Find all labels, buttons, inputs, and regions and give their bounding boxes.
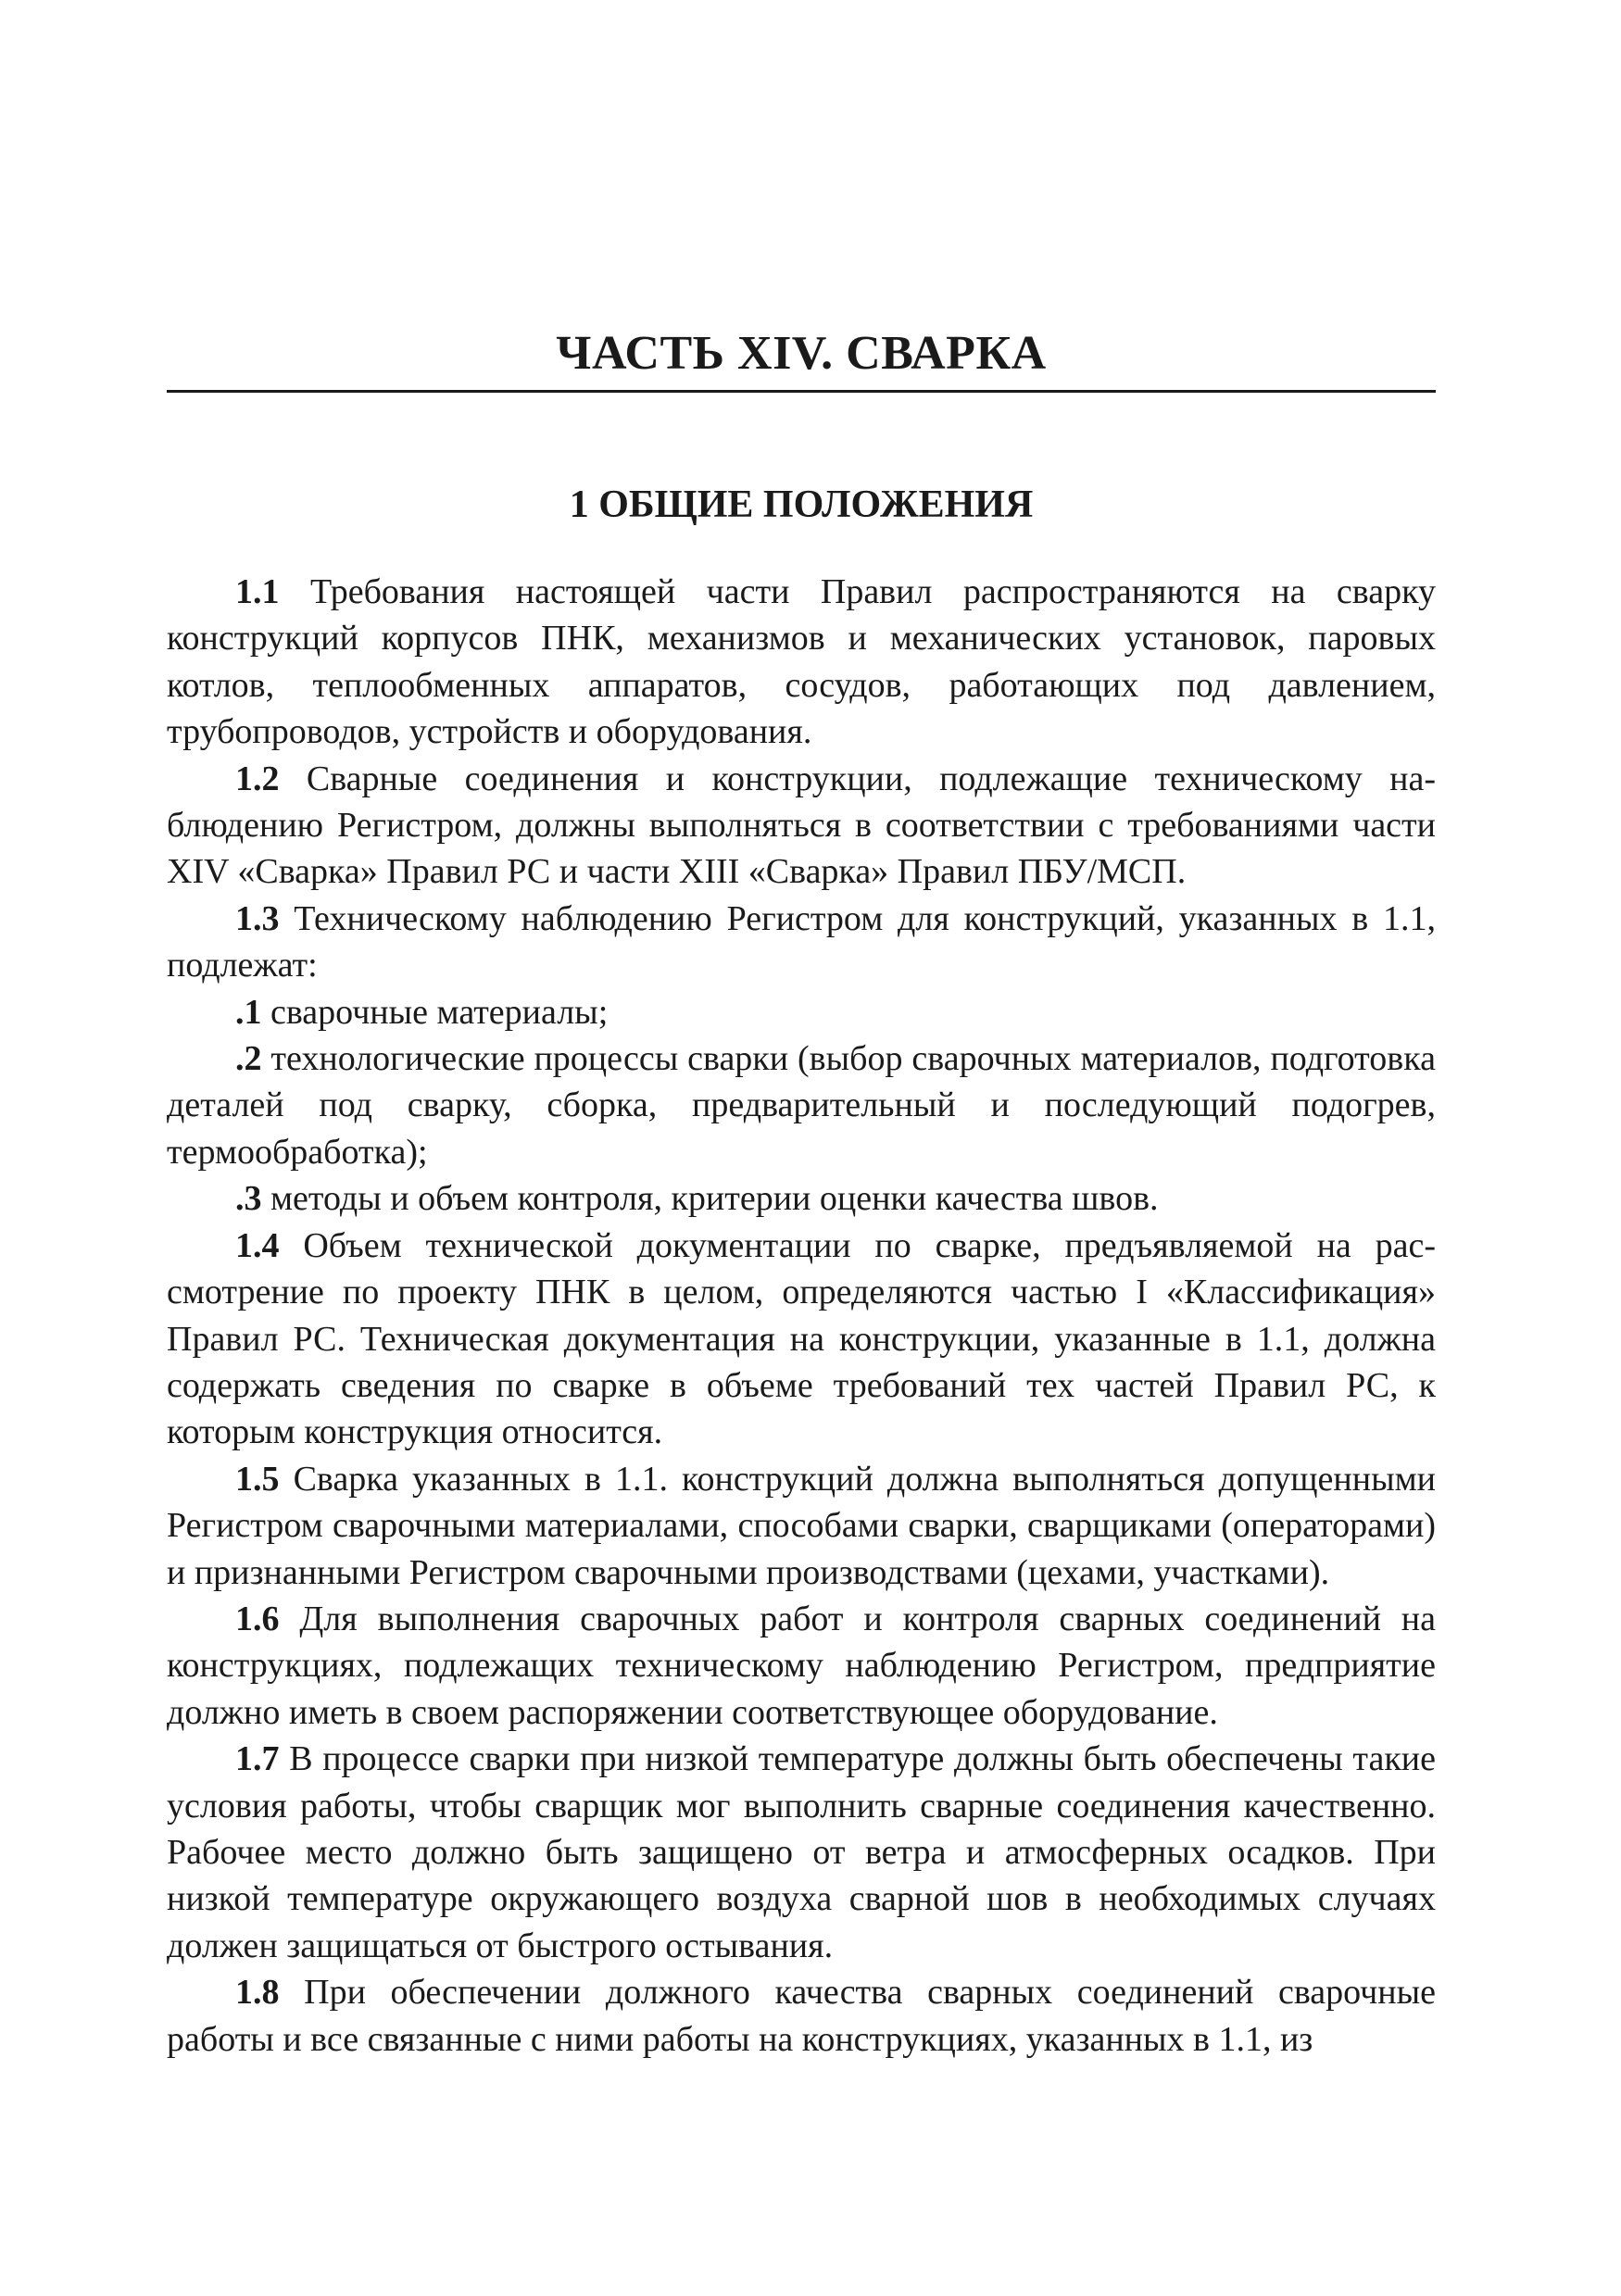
paragraph-number: 1.2 [235,759,280,798]
list-item-number: .1 [235,992,262,1032]
paragraph-text: При обеспечении должного качества сварных соединений сварочные работы и все связанные с ними работы на конструкциях, указанных в 1.1, из [167,1973,1436,2059]
paragraph-number: 1.1 [235,572,280,611]
list-item-1 [167,989,1436,1035]
paragraph-text: Сварка указанных в 1.1. конструкций должна выполняться допущенными Регистром сварочными материалами, способами сварки, сварщиками (операторами) и признанными Регистром сварочными производствами (цехами, участками). [167,1459,1436,1592]
body-text [167,569,1436,2063]
paragraph-1-7 [167,1736,1436,1969]
paragraph-1-6 [167,1596,1436,1736]
part-title: ЧАСТЬ XIV. СВАРКА [556,327,1047,380]
paragraph-text: Требования настоящей части Правил распространяются на сварку конструкций корпусов ПНК, механизмов и механических установок, паровых котлов, теплообменных аппаратов, сосудов, работающих под давлением, трубопроводов, устройств и оборудования. [167,572,1436,752]
paragraph-number: 1.5 [235,1459,280,1499]
paragraph-text: Для выполнения сварочных работ и контроля сварных соединений на конструкциях, подлежащих техническому наблюдению Регистром, предприятие должно иметь в своем распоряжении соответствующее оборудование. [167,1599,1436,1732]
list-item-number: .2 [235,1039,262,1079]
paragraph-1-4 [167,1223,1436,1456]
list-item-text: сварочные материалы; [261,992,609,1032]
title-divider [167,390,1436,393]
paragraph-text: В процессе сварки при низкой температуре должны быть обеспечены такие условия работы, чтобы сварщик мог выполнить сварные соединения качественно. Рабочее место должно быть защищено от ветра и атмосферных осадков. При низкой температуре окружающего воздуха сварной шов в необходимых случаях должен защищаться от быстрого остывания. [167,1739,1436,1965]
paragraph-1-5 [167,1456,1436,1596]
list-item-text: методы и объем контроля, критерии оценки качества швов. [261,1179,1159,1219]
paragraph-text: Объем технической документации по сварке, предъявляемой на рассмотрение по проекту ПНК в целом, определяются частью I «Классификация» Правил РС. Техническая документация на конструкции, указанные в 1.1, должна содержать сведения по сварке в объеме требований тех частей Правил РС, к которым конструкция относится. [167,1225,1436,1452]
section-title: 1 ОБЩИЕ ПОЛОЖЕНИЯ [569,483,1034,526]
paragraph-1-1 [167,569,1436,756]
list-item-3 [167,1175,1436,1222]
list-item-2 [167,1035,1436,1175]
paragraph-number: 1.8 [235,1973,280,2013]
list-item-text: технологические процессы сварки (выбор сварочных материалов, подготовка деталей под сварку, сборка, предварительный и последующий подогрев, термообработка); [167,1039,1436,1172]
paragraph-1-8 [167,1969,1436,2063]
paragraph-text: Сварные соединения и конструкции, подлежащие техническому наблюдению Регистром, должны выполняться в соответствии с требованиями части XIV «Сварка» Правил РС и части XIII «Сварка» Правил ПБУ/МСП. [167,759,1436,892]
paragraph-number: 1.6 [235,1599,280,1638]
paragraph-1-2 [167,756,1436,896]
paragraph-1-3 [167,896,1436,989]
list-item-number: .3 [235,1179,262,1219]
paragraph-number: 1.7 [235,1739,280,1779]
paragraph-number: 1.4 [235,1225,280,1265]
paragraph-text: Техническому наблюдению Регистром для конструкций, указанных в 1.1, подлежат: [167,898,1436,985]
paragraph-number: 1.3 [235,898,280,938]
